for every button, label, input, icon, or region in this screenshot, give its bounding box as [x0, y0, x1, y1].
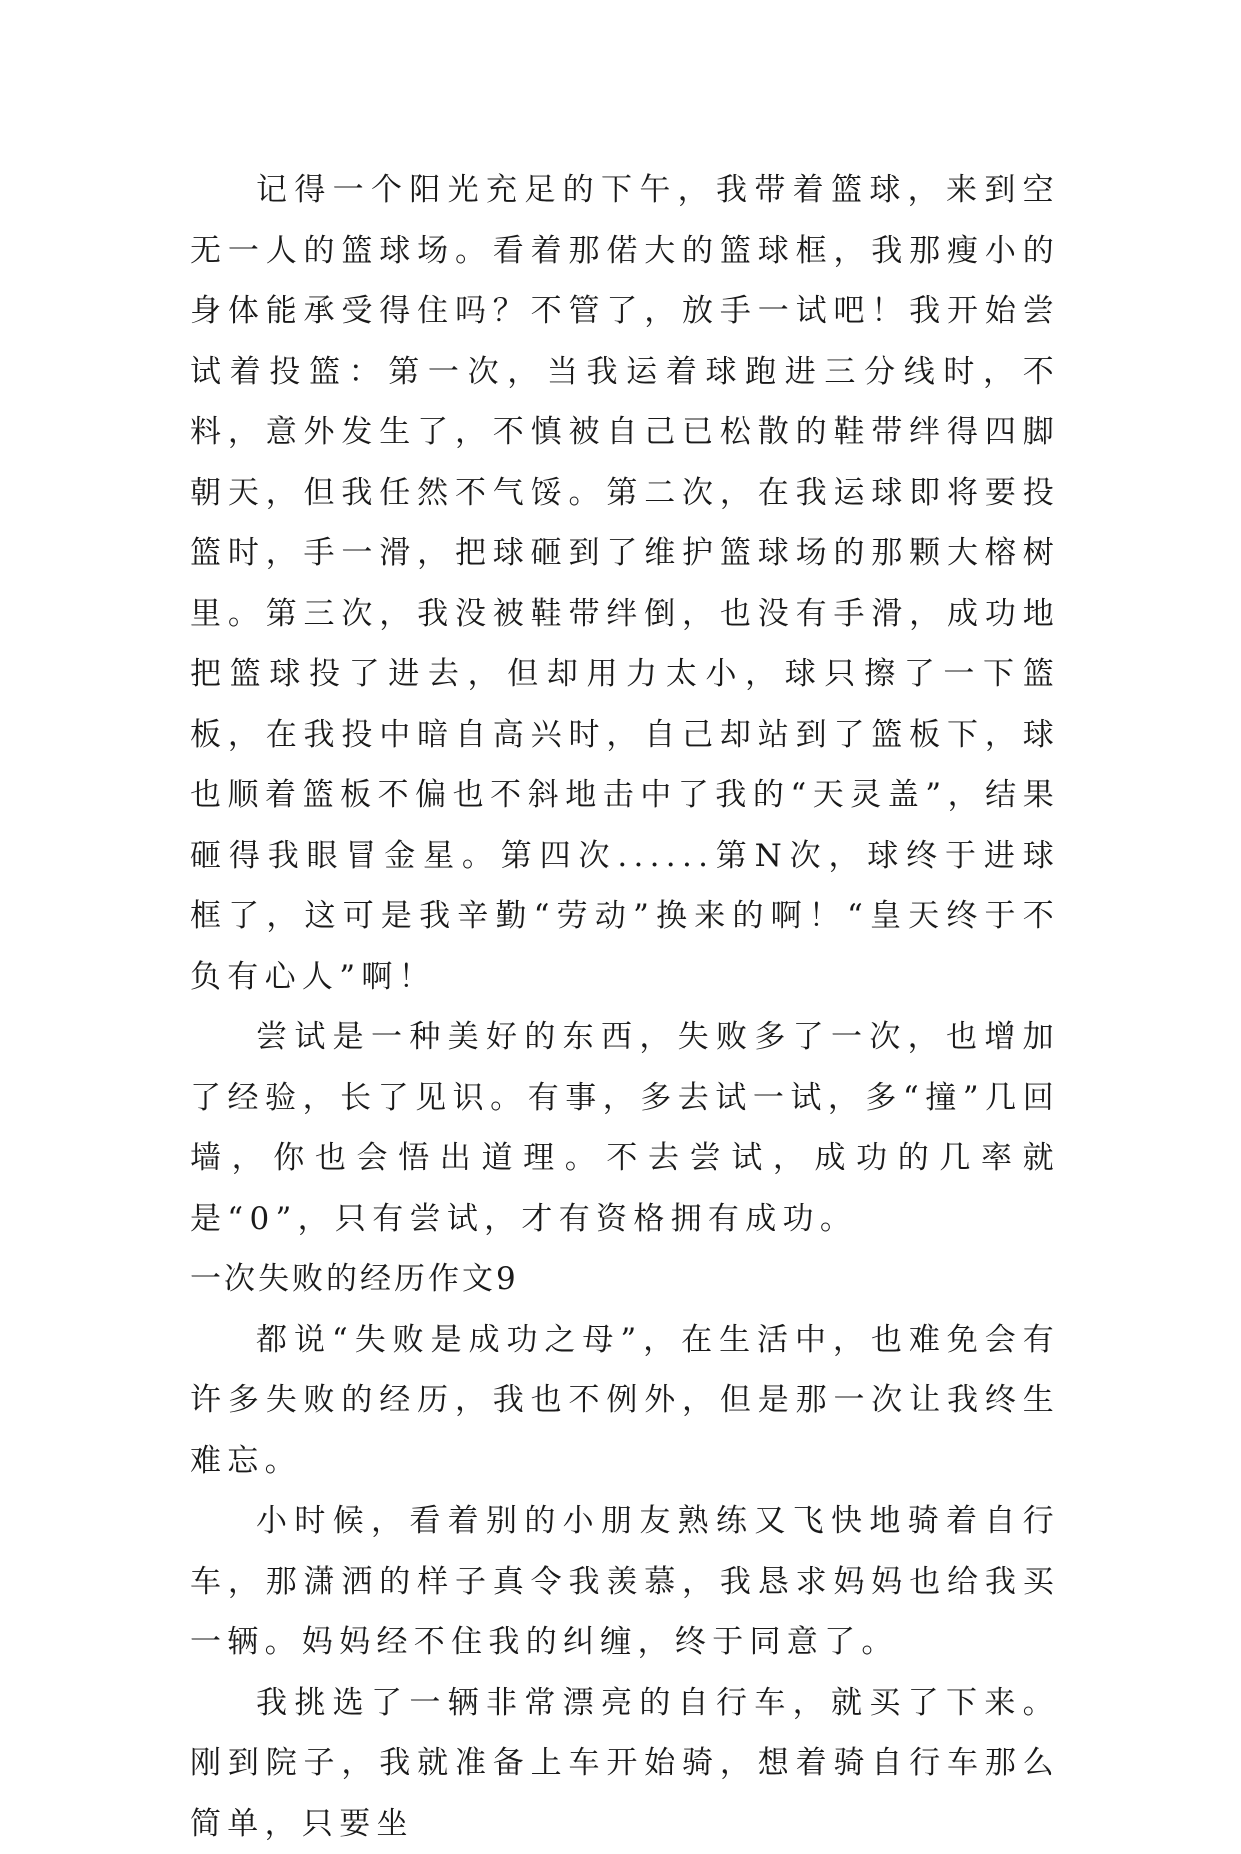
body-paragraph: 我挑选了一辆非常漂亮的自行车，就买了下来。刚到院子，我就准备上车开始骑，想着骑自行车那么简单，只要坐 [190, 1673, 1060, 1854]
body-paragraph: 尝试是一种美好的东西，失败多了一次，也增加了经验，长了见识。有事，多去试一试，多“撞”几回墙，你也会悟出道理。不去尝试，成功的几率就是“0”，只有尝试，才有资格拥有成功。 [190, 1007, 1060, 1249]
body-paragraph: 记得一个阳光充足的下午，我带着篮球，来到空无一人的篮球场。看着那偌大的篮球框，我那瘦小的身体能承受得住吗？不管了，放手一试吧！我开始尝试着投篮：第一次，当我运着球跑进三分线时，不料，意外发生了，不慎被自己已松散的鞋带绊得四脚朝天，但我任然不气馁。第二次，在我运球即将要投篮时，手一滑，把球砸到了维护篮球场的那颗大榕树里。第三次，我没被鞋带绊倒，也没有手滑，成功地把篮球投了进去，但却用力太小，球只擦了一下篮板，在我投中暗自高兴时，自己却站到了篮板下，球也顺着篮板不偏也不斜地击中了我的“天灵盖”，结果砸得我眼冒金星。第四次......第N次，球终于进球框了，这可是我辛勤“劳动”换来的啊！“皇天终于不负有心人”啊！ [190, 160, 1060, 1007]
body-paragraph: 小时候，看着别的小朋友熟练又飞快地骑着自行车，那潇洒的样子真令我羡慕，我恳求妈妈也给我买一辆。妈妈经不住我的纠缠，终于同意了。 [190, 1491, 1060, 1673]
document-page [190, 160, 1060, 1854]
section-heading: 一次失败的经历作文9 [190, 1249, 1060, 1310]
body-paragraph: 都说“失败是成功之母”，在生活中，也难免会有许多失败的经历，我也不例外，但是那一次让我终生难忘。 [190, 1310, 1060, 1492]
